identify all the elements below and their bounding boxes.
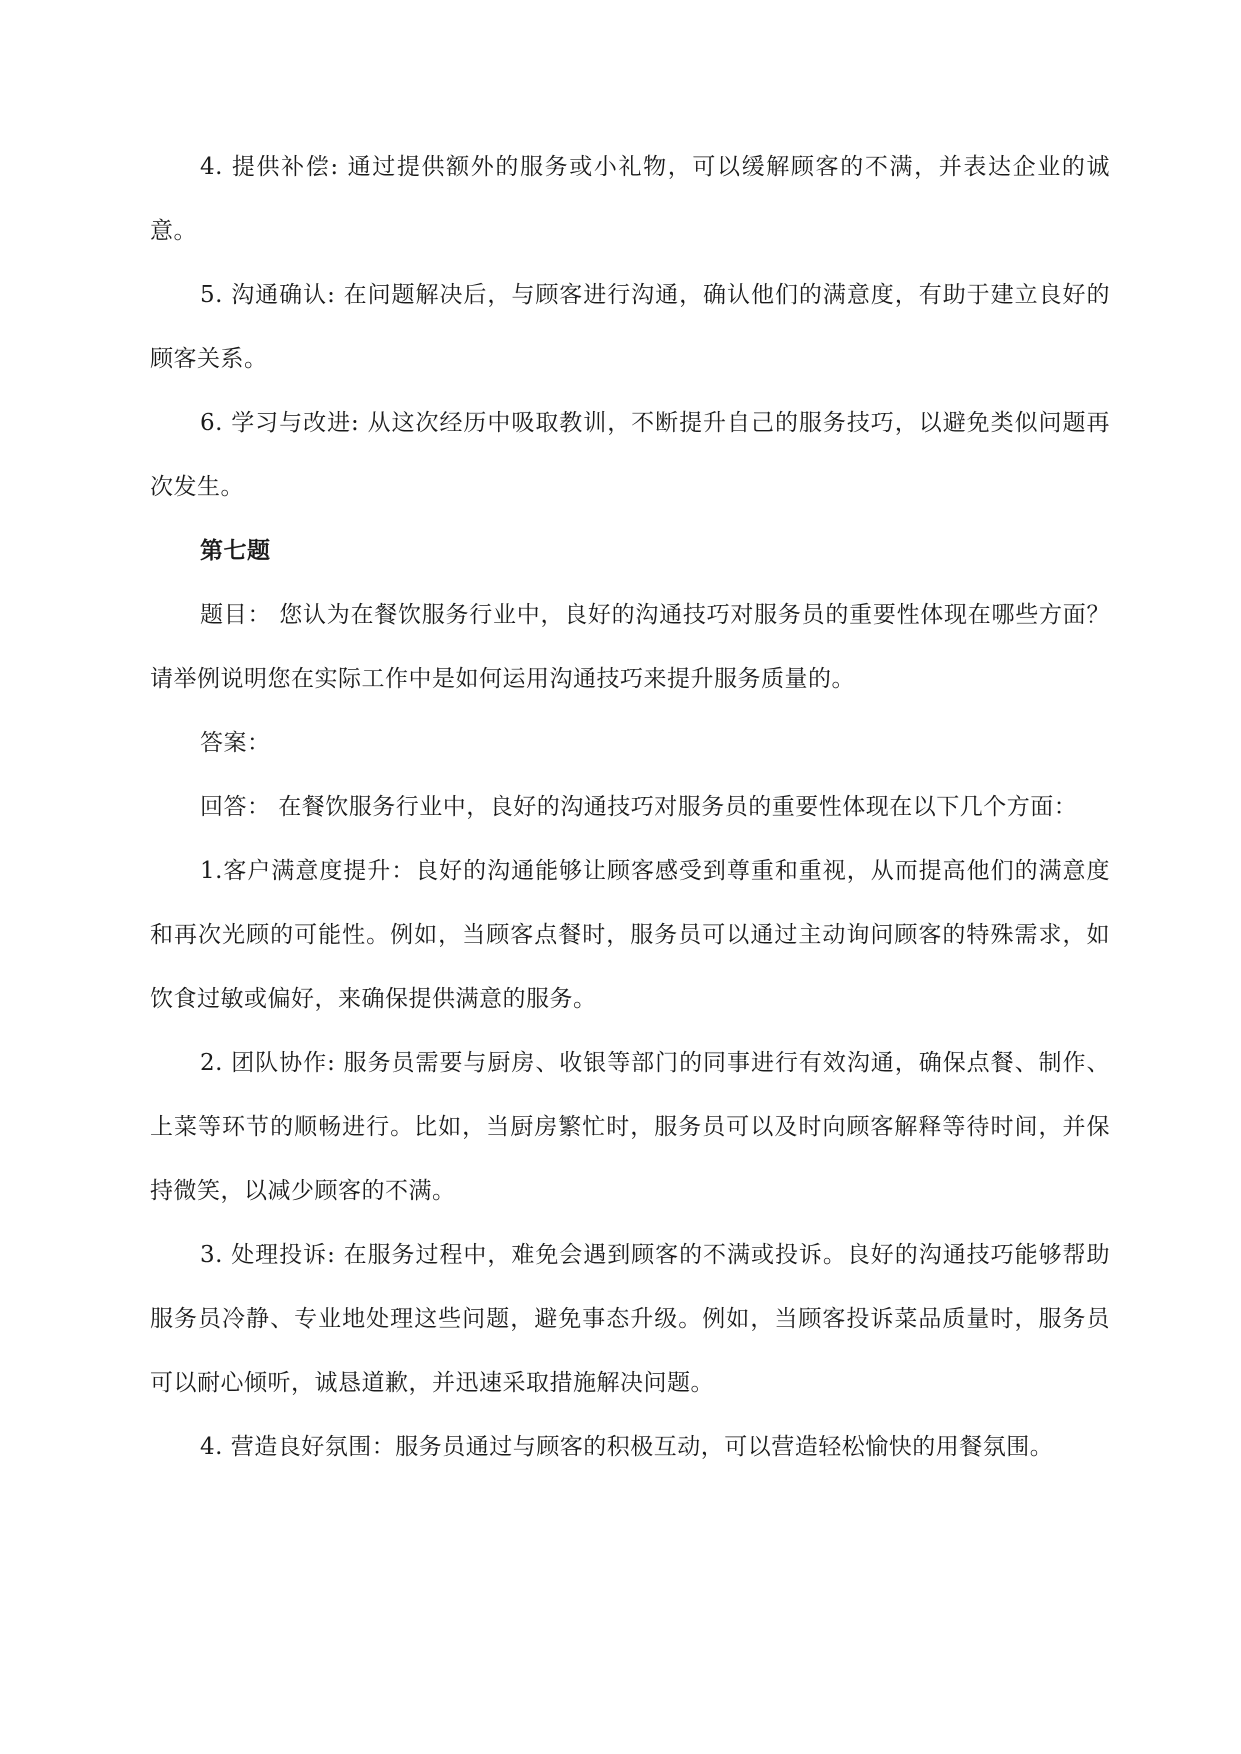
paragraph-confirm: 5. 沟通确认: 在问题解决后，与顾客进行沟通，确认他们的满意度，有助于建立良好的顾客关系。 [150,282,1110,372]
answer-point-satisfaction: 1.客户满意度提升：良好的沟通能够让顾客感受到尊重和重视，从而提高他们的满意度和再次光顾的可能性。例如，当顾客点餐时，服务员可以通过主动询问顾客的特殊需求，如饮食过敏或偏好，来确保提供满意的服务。 [150,858,1110,1012]
answer-intro: 回答： 在餐饮服务行业中，良好的沟通技巧对服务员的重要性体现在以下几个方面： [200,794,1078,820]
section-heading: 第七题 [200,538,271,564]
answer-point-teamwork: 2. 团队协作: 服务员需要与厨房、收银等部门的同事进行有效沟通，确保点餐、制作、上菜等环节的顺畅进行。比如，当厨房繁忙时，服务员可以及时向顾客解释等待时间，并保持微笑，以减少顾客的不满。 [150,1050,1110,1204]
answer-point-complaints: 3. 处理投诉: 在服务过程中，难免会遇到顾客的不满或投诉。良好的沟通技巧能够帮助服务员冷静、专业地处理这些问题，避免事态升级。例如，当顾客投诉菜品质量时，服务员可以耐心倾听，诚恳道歉，并迅速采取措施解决问题。 [150,1242,1110,1396]
answer-point-atmosphere: 4. 营造良好氛围：服务员通过与顾客的积极互动，可以营造轻松愉快的用餐氛围。 [200,1434,1054,1460]
document-page [150,135,1110,1479]
answer-label: 答案： [200,730,271,756]
paragraph-improve: 6. 学习与改进: 从这次经历中吸取教训，不断提升自己的服务技巧，以避免类似问题再次发生。 [150,410,1110,500]
paragraph-compensation: 4. 提供补偿: 通过提供额外的服务或小礼物，可以缓解顾客的不满，并表达企业的诚意。 [150,154,1110,244]
question-text: 题目： 您认为在餐饮服务行业中，良好的沟通技巧对服务员的重要性体现在哪些方面？请举例说明您在实际工作中是如何运用沟通技巧来提升服务质量的。 [150,602,1110,692]
